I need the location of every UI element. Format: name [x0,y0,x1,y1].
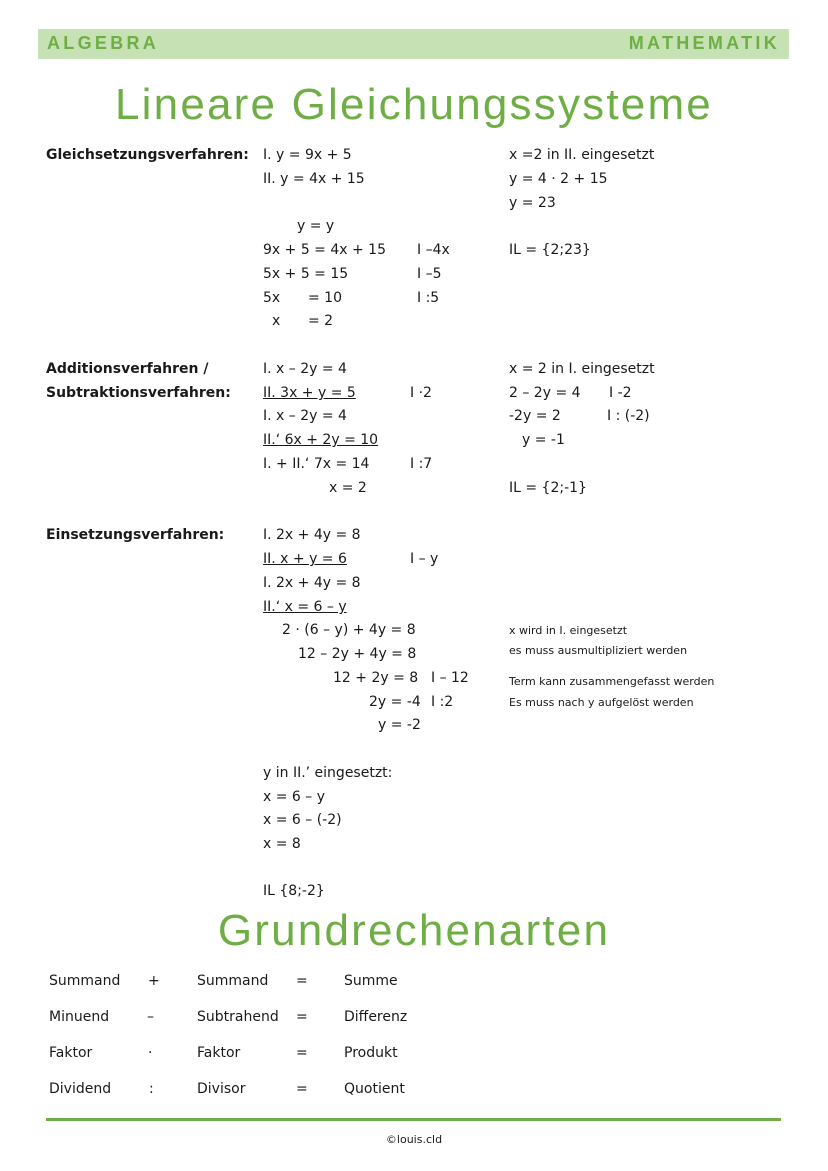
equation-line: x = 6 – y [263,789,326,805]
explanation-note: x wird in I. eingesetzt [509,624,628,637]
equals-symbol: = [296,1045,308,1061]
copyright-notice: ©louis.cld [385,1133,443,1146]
operand-label: Summand [197,973,269,989]
operator-symbol: + [148,973,160,989]
page-title: Lineare Gleichungssysteme [115,80,713,129]
operation-note: I –5 [417,266,442,282]
equation-line: 12 + 2y = 8 [333,670,419,686]
equation-line: y in II.’ eingesetzt: [263,765,393,781]
solution-set: IL {8;-2} [263,883,325,899]
equation-line: x = 6 – (-2) [263,812,342,828]
operation-note: I :5 [417,290,440,306]
solution-set: IL = {2;23} [509,242,591,258]
result-label: Produkt [344,1045,398,1061]
equation-line: I. + II.‘ 7x = 14 [263,456,370,472]
section-label-einsetzung: Einsetzungsverfahren: [46,527,225,543]
operation-note: I ·2 [410,385,432,401]
section-title-grundrechenarten: Grundrechenarten [217,906,611,955]
equation-line: 2 – 2y = 4 [509,385,581,401]
equation-line: x [272,313,281,329]
equals-symbol: = [296,973,308,989]
equation-line: II.‘ 6x + 2y = 10 [263,432,379,448]
equation-line: x =2 in II. eingesetzt [509,147,655,163]
equation-line: x = 2 [329,480,367,496]
result-label: Quotient [344,1081,405,1097]
result-label: Summe [344,973,398,989]
equation-line: y = -2 [378,717,421,733]
equation-line: 2y = -4 [369,694,421,710]
equation-line [263,551,439,568]
equals-symbol: = [296,1081,308,1097]
equation-line: = 10 [308,290,342,306]
operation-note: I :7 [410,456,433,472]
operand-label: Summand [49,973,121,989]
equation-line: -2y = 2 [509,408,561,424]
explanation-note: Es muss nach y aufgelöst werden [509,696,694,709]
operator-symbol: : [149,1081,154,1097]
equation-line: y = 23 [509,195,556,211]
section-label-gleichsetzung: Gleichsetzungsverfahren: [46,147,249,163]
equation-line: II.‘ x = 6 – y [263,599,347,615]
operand-label: Faktor [197,1045,241,1061]
equation-line: 5x [263,290,281,306]
operand-label: Divisor [197,1081,246,1097]
equation-text: II. 3x + y = 5 [263,385,356,401]
operand-label: Subtrahend [197,1009,279,1025]
category-label: MATHEMATIK [628,33,780,53]
equation-text: II. x + y = 6 [263,551,347,567]
equation-line: x = 2 in I. eingesetzt [509,361,655,377]
explanation-note: es muss ausmultipliziert werden [509,644,688,657]
operation-note: I : (-2) [607,408,650,424]
equation-line: y = y [297,218,335,234]
equation-line: I. 2x + 4y = 8 [263,575,361,591]
section-label-addition: Additionsverfahren / [46,361,209,377]
equation-line: I. x – 2y = 4 [263,408,347,424]
operator-symbol: · [148,1045,153,1061]
operation-note: I – y [410,551,439,567]
equation-line: y = -1 [522,432,565,448]
header-bar [38,29,789,59]
operand-label: Dividend [49,1081,112,1097]
operand-label: Minuend [49,1009,110,1025]
equation-line: 5x + 5 = 15 [263,266,349,282]
equation-line: 9x + 5 = 4x + 15 [263,242,386,258]
equation-line [263,385,434,402]
equation-line: x = 8 [263,836,301,852]
explanation-note: Term kann zusammengefasst werden [509,675,715,688]
result-label: Differenz [344,1009,408,1025]
equals-symbol: = [296,1009,308,1025]
solution-set: IL = {2;-1} [509,480,587,496]
operand-label: Faktor [49,1045,93,1061]
operation-note: I -2 [609,385,632,401]
subject-label: ALGEBRA [47,33,160,53]
equation-line: 12 – 2y + 4y = 8 [298,646,417,662]
operation-note: I :2 [431,694,454,710]
section-label-subtraktion: Subtraktionsverfahren: [46,385,231,401]
operator-symbol: – [147,1009,154,1025]
equation-line: 2 · (6 – y) + 4y = 8 [282,622,416,638]
equation-line: = 2 [308,313,334,329]
operation-note: I –4x [417,242,450,258]
equation-line: I. y = 9x + 5 [263,147,352,163]
operation-note: I – 12 [431,670,469,686]
equation-line: I. x – 2y = 4 [263,361,347,377]
equation-line: y = 4 · 2 + 15 [509,171,608,187]
equation-line: I. 2x + 4y = 8 [263,527,361,543]
equation-line: II. y = 4x + 15 [263,171,365,187]
footer-divider [46,1118,781,1121]
